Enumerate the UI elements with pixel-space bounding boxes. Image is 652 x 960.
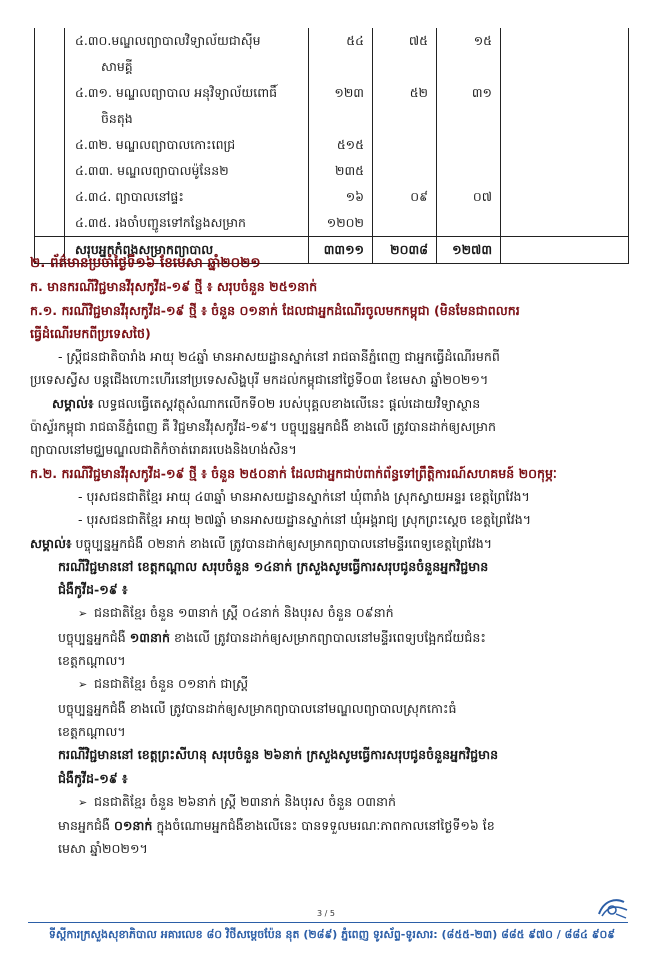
value-1-cell: ២៣៥ — [309, 158, 373, 184]
value-3-cell: ៣១ — [437, 80, 501, 132]
value-2-cell — [373, 158, 437, 184]
total-value-2: ២០៣៨ — [373, 237, 437, 264]
empty-cell — [501, 158, 629, 184]
table-row — [35, 80, 629, 132]
center-name-cell — [65, 210, 309, 237]
kandal-title-cont: ជំងឺកូវីដ-១៩ ៖ — [58, 582, 128, 598]
total-value-3: ១២៧៣ — [437, 237, 501, 264]
ka1-case-line2: ប្រទេសស្វីស បន្តជើងហោះហើរនៅប្រទេសសិង្ហបុរី មកដល់កម្ពុជានៅថ្ងៃទី០៣ ខែមេសា ឆ្នាំ២០២១។ — [30, 372, 489, 388]
empty-cell — [501, 80, 629, 132]
row-index-cell — [35, 80, 65, 132]
kandal-para-1-prefix: បច្ចុប្បន្នអ្នកជំងឺ — [58, 629, 130, 645]
note-2-text: បច្ចុប្បន្នអ្នកជំងឺ ០២នាក់ ខាងលើ ត្រូវបានដាក់ឲ្យសម្រាកព្យាបាលនៅមន្ទីរពេទ្យខេត្តព្រៃវែង។ — [71, 535, 493, 551]
center-name-cell — [65, 28, 309, 80]
table-row — [35, 210, 629, 237]
empty-cell — [501, 184, 629, 210]
center-name: ៤.៣៥. រងចាំបញ្ជូនទៅកន្លែងសម្រាក — [75, 215, 246, 230]
section-ka-title: ក. មានករណីវិជ្ជមានវីរុសកូវីដ-១៩ ថ្មី ៖ សរុបចំនួន ២៥១នាក់ — [30, 279, 318, 295]
value-1-cell: ១២០២ — [309, 210, 373, 237]
value-1-cell: ៥១៥ — [309, 132, 373, 158]
treatment-center-table — [34, 28, 629, 264]
sihanouk-title-cont: ជំងឺកូវីដ-១៩ ៖ — [58, 770, 128, 786]
kandal-para-1-line2: ខេត្តកណ្តាល។ — [58, 653, 126, 669]
value-2-cell: ៥២ — [373, 80, 437, 132]
ka1-case-line1: - ស្ត្រីជនជាតិបារាំង អាយុ ២៤ឆ្នាំ មានអាសយដ្ឋានស្នាក់នៅ រាជធានីភ្នំពេញ ជាអ្នកធ្វើដំណើរមកពី — [58, 349, 500, 365]
kandal-para-1-rest: ខាងលើ ត្រូវបានដាក់ឲ្យសម្រាកព្យាបាលនៅមន្ទីរពេទ្យបង្អែកជ័យជំនះ — [170, 629, 486, 645]
section-ka1-title-cont: ធ្វើដំណើរមកពីប្រទេសថៃ) — [30, 325, 151, 341]
center-name-cont: សាមគ្គី — [101, 59, 133, 74]
value-3-cell — [437, 158, 501, 184]
kandal-para-1 — [30, 626, 630, 649]
center-name: ៤.៣១. មណ្ឌលព្យាបាល អនុវិទ្យាល័យពោធិ៍ — [75, 85, 278, 100]
center-name: ៤.៣២. មណ្ឌលព្យាបាលកោះពេជ្រ — [75, 137, 236, 152]
center-name: ៤.៣៤. ព្យាបាលនៅផ្ទះ — [75, 189, 184, 204]
section-ka2-title: ក.២. ករណីវិជ្ជមានវីរុសកូវីដ-១៩ ថ្មី ៖ ចំនួន ២៥០នាក់ ដែលជាអ្នកជាប់ពាក់ព័ន្ធទៅព្រឹត្តិការណ៍សហគមន៍ ២០កុម្ភៈ — [30, 465, 557, 481]
kandal-para-2-line2: ខេត្តកណ្តាល។ — [58, 723, 126, 739]
row-index-cell — [35, 210, 65, 237]
note-1-line2: ប៉ាស្ទ័រកម្ពុជា រាជធានីភ្នំពេញ គឺ វិជ្ជមានវីរុសកូវីដ-១៩។ បច្ចុប្បន្នអ្នកជំងឺ ខាងលើ ត្រូវបានដាក់ឲ្យសម្រាក — [30, 419, 497, 435]
table-row — [35, 28, 629, 80]
sihanouk-para-1 — [30, 814, 630, 837]
note-1 — [30, 392, 630, 415]
center-name-cont: ចិនតុង — [101, 111, 133, 126]
value-3-cell: ១៥ — [437, 28, 501, 80]
center-name-cell — [65, 132, 309, 158]
kandal-para-2: បច្ចុប្បន្នអ្នកជំងឺ ខាងលើ ត្រូវបានដាក់ឲ្យសម្រាកព្យាបាលនៅមណ្ឌលព្យាបាលស្រុកកោះធំ — [58, 700, 457, 716]
kandal-para-1-count: ១៣នាក់ — [129, 629, 170, 645]
sihanouk-para-1-rest: ក្នុងចំណោមអ្នកជំងឺខាងលើនេះ បានទទួលមរណៈភាពកាលនៅថ្ងៃទី១៦ ខែ — [152, 818, 495, 834]
sihanouk-para-1-prefix: មានអ្នកជំងឺ — [58, 818, 114, 834]
sihanouk-title: ករណីវិជ្ជមាននៅ ខេត្តព្រះសីហនុ សរុបចំនួន ២៦នាក់ ក្រសួងសូមធ្វើការសរុបជូនចំនួនអ្នកវិជ្ជមាន — [58, 747, 499, 763]
center-name-cell — [65, 80, 309, 132]
table-row — [35, 158, 629, 184]
table-body — [35, 28, 629, 264]
center-name-cell — [65, 158, 309, 184]
value-3-cell: ០៧ — [437, 184, 501, 210]
footer-divider — [28, 922, 628, 923]
empty-cell — [501, 210, 629, 237]
sihanouk-bullet-1-text: ជនជាតិខ្មែរ ចំនួន ២៦នាក់ ស្ត្រី ២៣នាក់ និងបុរស ចំនួន ០៣នាក់ — [94, 793, 397, 809]
empty-cell — [501, 28, 629, 80]
note-2-label: សម្គាល់៖ — [30, 535, 72, 551]
note-1-text: លទ្ធផលធ្វើតេស្តវត្ថុសំណាកលើកទី០២ របស់បុគ្គលខាងលើនេះ ផ្តល់ដោយវិទ្យាស្ថាន — [93, 395, 481, 411]
row-index-cell — [35, 158, 65, 184]
value-1-cell: ១៦ — [309, 184, 373, 210]
report-content — [30, 252, 630, 861]
sihanouk-bullet-1 — [30, 790, 630, 814]
value-2-cell: ៧៥ — [373, 28, 437, 80]
value-1-cell: ៥៤ — [309, 28, 373, 80]
row-index-cell — [35, 28, 65, 80]
center-name: ៤.៣០.មណ្ឌលព្យាបាលវិទ្យាល័យជាស៊ីម — [75, 33, 261, 48]
value-2-cell: ០៩ — [373, 184, 437, 210]
total-label: សរុបអ្នកកំពុងសម្រាកព្យាបាល — [65, 237, 309, 264]
row-index-cell — [35, 184, 65, 210]
arrow-bullet-icon: ➢ — [78, 795, 88, 809]
center-name: ៤.៣៣. មណ្ឌលព្យាបាលម៉ូនែន២ — [75, 163, 229, 178]
row-index-cell — [35, 132, 65, 158]
value-3-cell — [437, 132, 501, 158]
value-2-cell — [373, 132, 437, 158]
sihanouk-para-1-count: ០១នាក់ — [113, 818, 153, 834]
kandal-bullet-2 — [30, 672, 630, 696]
ministry-logo-icon — [596, 896, 630, 920]
section-2-title: ២. ព័ត៌មានប្រចាំថ្ងៃទី១៦ ខែមេសា ឆ្នាំ២០២១ — [30, 255, 261, 271]
ka2-case-2: - បុរសជនជាតិខ្មែរ អាយុ ២៧ឆ្នាំ មានអាសយដ្ឋានស្នាក់នៅ ឃុំអង្គរាជ្យ ស្រុកព្រះស្ដេច ខេត្តព្រៃវែង។ — [78, 512, 531, 528]
kandal-bullet-2-text: ជនជាតិខ្មែរ ចំនួន ០១នាក់ ជាស្ត្រី — [94, 676, 249, 692]
value-3-cell — [437, 210, 501, 237]
sihanouk-para-1-line2: មេសា ឆ្នាំ២០២១។ — [58, 841, 148, 857]
kandal-title: ករណីវិជ្ជមាននៅ ខេត្តកណ្តាល សរុបចំនួន ១៤នាក់ ក្រសួងសូមធ្វើការសរុបជូនចំនួនអ្នកវិជ្ជមាន — [58, 558, 489, 574]
footer-contact: ទីស្តីការក្រសួងសុខាភិបាល អគារលេខ ៨០ វិថីសម្តេចប៉ែន នុត (២៨៩) ភ្នំពេញ ទូរស័ព្ទ-ទូរសារ: (៨៥៥-២៣) ៨៨៥ ៩៧០ / ៨៨៤ ៩០៩ — [48, 928, 616, 941]
center-name-cell — [65, 184, 309, 210]
note-2 — [30, 532, 630, 555]
kandal-bullet-1 — [30, 601, 630, 625]
ka2-case-1: - បុរសជនជាតិខ្មែរ អាយុ ៤៣ឆ្នាំ មានអាសយដ្ឋានស្នាក់នៅ ឃុំពារាំង ស្រុកស្វាយអន្ទរ ខេត្តព្រៃវែង។ — [78, 488, 530, 504]
page-number: 3 / 5 — [317, 909, 335, 918]
arrow-bullet-icon: ➢ — [78, 678, 88, 692]
table-row — [35, 132, 629, 158]
total-value-1: ៣៣១១ — [309, 237, 373, 264]
value-1-cell: ១២៣ — [309, 80, 373, 132]
empty-cell — [501, 132, 629, 158]
note-1-line3: ព្យាបាលនៅមជ្ឈមណ្ឌលជាតិកំចាត់រោគរបេងនិងហង់សិន។ — [30, 442, 297, 458]
section-ka1-title: ក.១. ករណីវិជ្ជមានវីរុសកូវីដ-១៩ ថ្មី ៖ ចំនួន ០១នាក់ ដែលជាអ្នកដំណើរចូលមកកម្ពុជា (មិនមែនជាពលករ — [30, 302, 520, 318]
note-1-label: សម្គាល់៖ — [52, 395, 94, 411]
value-2-cell — [373, 210, 437, 237]
table-row — [35, 184, 629, 210]
arrow-bullet-icon: ➢ — [78, 607, 88, 621]
kandal-bullet-1-text: ជនជាតិខ្មែរ ចំនួន ១៣នាក់ ស្ត្រី ០៤នាក់ និងបុរស ចំនួន ០៩នាក់ — [94, 605, 394, 621]
